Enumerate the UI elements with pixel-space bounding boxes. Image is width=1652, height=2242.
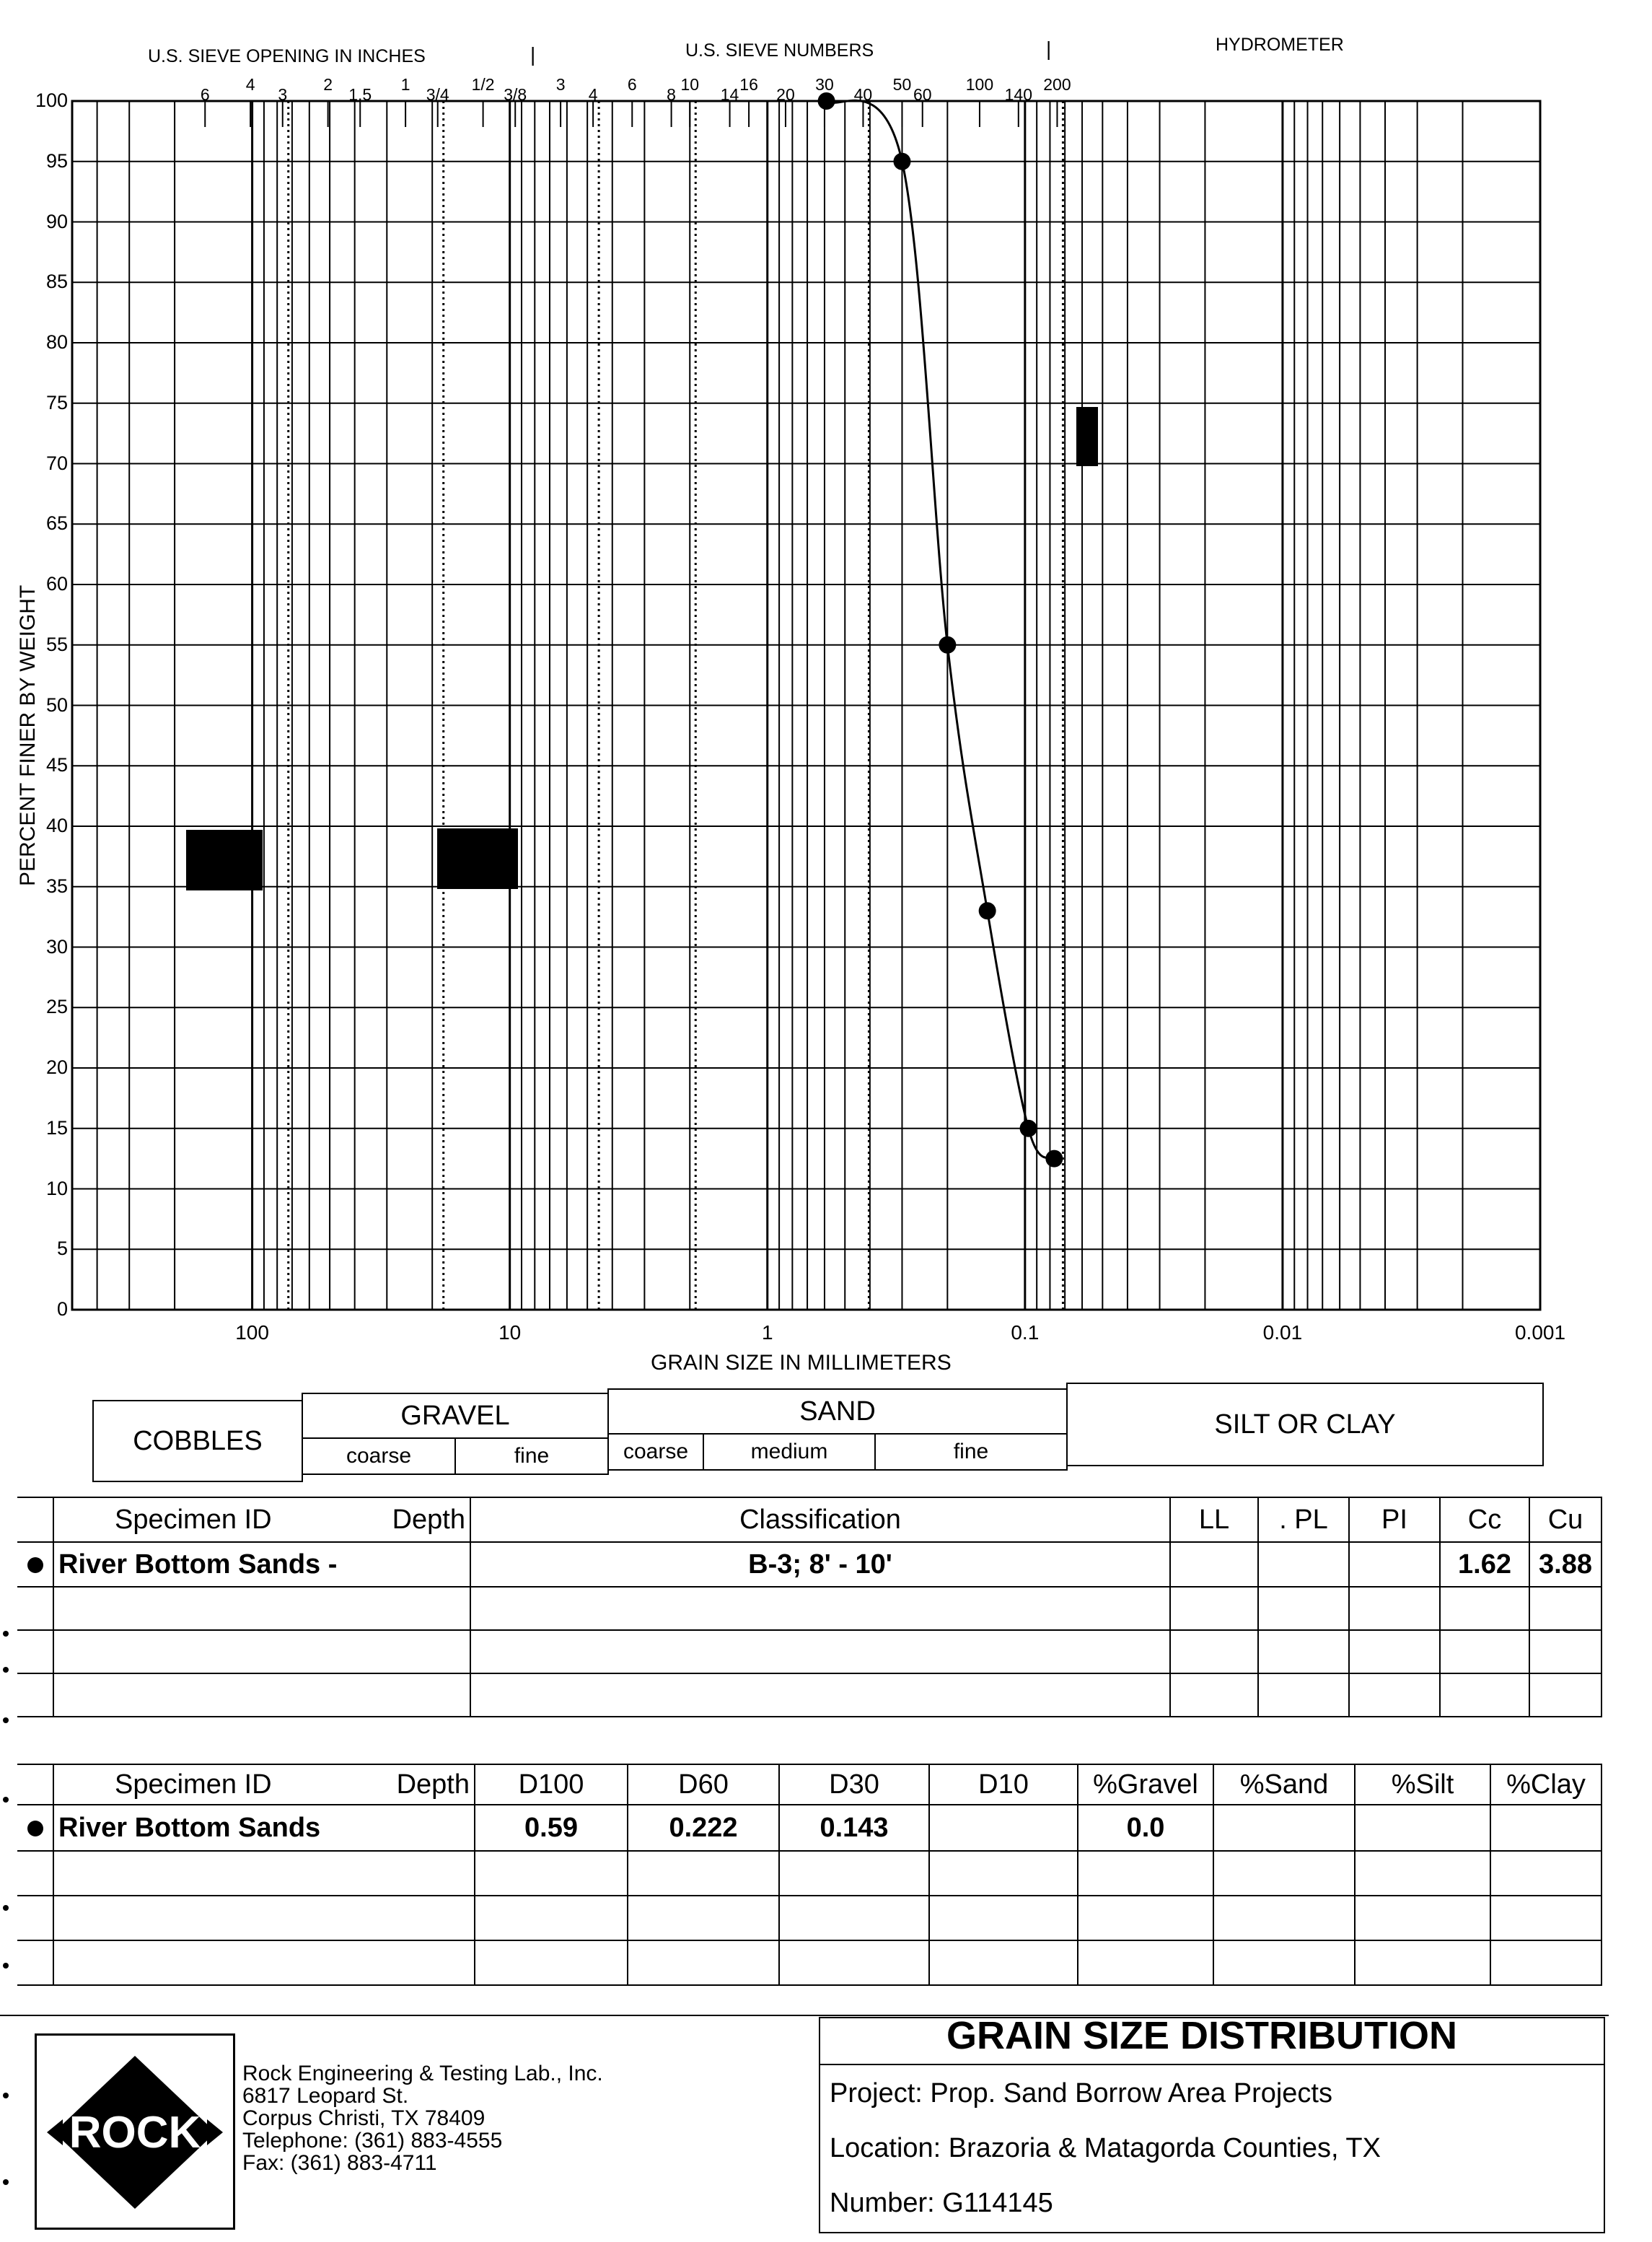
- band-cobbles: COBBLES: [92, 1400, 303, 1482]
- redaction-block: [186, 830, 263, 890]
- t2-header-specimen: Specimen ID Depth: [53, 1764, 475, 1805]
- x-tick-label: 10: [498, 1321, 522, 1344]
- t2-header-gravel: %Gravel: [1078, 1764, 1213, 1805]
- x-tick-label: 0.01: [1262, 1321, 1303, 1344]
- data-point: [1045, 1150, 1063, 1168]
- x-axis-label: GRAIN SIZE IN MILLIMETERS: [651, 1351, 952, 1375]
- gradation-table: [17, 1764, 1602, 1986]
- sieve-label: 100: [965, 75, 994, 94]
- location-line: Location: Brazoria & Matagorda Counties, TX: [830, 2133, 1381, 2163]
- y-tick-label: 15: [45, 1116, 68, 1139]
- sieve-label: 4: [245, 75, 255, 94]
- y-tick-label: 25: [45, 996, 68, 1018]
- sieve-label: 1.5: [348, 85, 372, 104]
- y-tick-label: 40: [45, 815, 68, 836]
- scan-speck: [3, 2179, 9, 2185]
- header-divider: |: [530, 43, 536, 66]
- circle-marker-icon: [27, 1821, 43, 1836]
- sieve-label: 3/4: [426, 85, 449, 104]
- data-point: [1020, 1120, 1037, 1137]
- report-title: GRAIN SIZE DISTRIBUTION: [946, 2014, 1458, 2057]
- t1-header-cc: Cc: [1440, 1497, 1529, 1542]
- band-sand: SAND: [607, 1388, 1068, 1435]
- sieve-opening-header: U.S. SIEVE OPENING IN INCHES: [148, 46, 426, 66]
- sieve-label: 6: [627, 75, 637, 94]
- y-tick-label: 0: [56, 1298, 68, 1320]
- t2-d60: 0.222: [628, 1805, 779, 1851]
- t2-header-d30: D30: [779, 1764, 929, 1805]
- t2-header-d10: D10: [929, 1764, 1078, 1805]
- sieve-label: 50: [892, 75, 912, 94]
- data-point: [893, 153, 910, 170]
- t2-header-sand: %Sand: [1213, 1764, 1355, 1805]
- y-tick-label: 45: [45, 754, 68, 776]
- scan-speck: [3, 1905, 9, 1911]
- t1-specimen: River Bottom Sands -: [53, 1542, 470, 1587]
- y-tick-label: 85: [45, 271, 68, 293]
- band-gravel-coarse: coarse: [302, 1437, 456, 1475]
- t1-cc: 1.62: [1440, 1542, 1529, 1587]
- sieve-label: 10: [680, 75, 700, 94]
- band-sand-coarse: coarse: [607, 1433, 704, 1471]
- logo-text: ROCK: [69, 2108, 201, 2158]
- classification-table: [17, 1497, 1602, 1717]
- t1-header-pl: . PL: [1258, 1497, 1349, 1542]
- sieve-label: 8: [667, 85, 676, 104]
- sieve-label: 3: [555, 75, 566, 94]
- t1-classification: B-3; 8' - 10': [470, 1542, 1170, 1587]
- sieve-label: 4: [588, 85, 598, 104]
- y-tick-label: 90: [45, 210, 68, 232]
- y-tick-label: 30: [45, 935, 68, 958]
- sieve-label: 20: [776, 85, 795, 104]
- t2-gravel: 0.0: [1078, 1805, 1213, 1851]
- sieve-label: 200: [1043, 75, 1071, 94]
- y-tick-label: 60: [45, 573, 68, 595]
- x-tick-label: 1: [761, 1321, 773, 1344]
- sieve-label: 1/2: [471, 75, 495, 94]
- y-tick-label: 55: [45, 633, 68, 655]
- y-tick-label: 35: [45, 875, 68, 897]
- circle-marker-icon: [27, 1557, 43, 1573]
- company-info: [242, 2062, 603, 2174]
- y-tick-label: 50: [45, 693, 68, 716]
- t1-header-classification: Classification: [470, 1497, 1170, 1542]
- y-tick-label: 75: [45, 391, 68, 413]
- t1-header-ll: LL: [1170, 1497, 1258, 1542]
- x-tick-label: 0.001: [1514, 1321, 1566, 1344]
- sieve-label: 40: [853, 85, 873, 104]
- sieve-label: 60: [913, 85, 932, 104]
- sieve-label: 140: [1004, 85, 1032, 104]
- title-divider: [819, 2064, 1605, 2065]
- sieve-label: 6: [200, 85, 210, 104]
- y-tick-label: 80: [45, 331, 68, 353]
- t2-header-clay: %Clay: [1490, 1764, 1602, 1805]
- y-tick-label: 95: [45, 149, 68, 172]
- t1-header-cu: Cu: [1529, 1497, 1602, 1542]
- sieve-label: 1: [400, 75, 410, 94]
- t2-d30: 0.143: [779, 1805, 929, 1851]
- scan-speck: [3, 1963, 9, 1969]
- sieve-label: 16: [739, 75, 758, 94]
- sieve-label: 3: [278, 85, 288, 104]
- y-tick-label: 70: [45, 452, 68, 474]
- y-tick-label: 100: [35, 89, 68, 111]
- t2-specimen: River Bottom Sands: [53, 1805, 475, 1851]
- company-phone: Telephone: (361) 883-4555: [242, 2129, 503, 2153]
- company-fax: Fax: (361) 883-4711: [242, 2151, 437, 2175]
- band-gravel: GRAVEL: [302, 1393, 609, 1439]
- table-row: [17, 1805, 1602, 1851]
- company-street: 6817 Leopard St.: [242, 2084, 409, 2108]
- sieve-label: 14: [720, 85, 739, 104]
- t2-header-d60: D60: [628, 1764, 779, 1805]
- company-city: Corpus Christi, TX 78409: [242, 2106, 486, 2130]
- redaction-block: [1076, 407, 1098, 466]
- scan-speck: [3, 1797, 9, 1803]
- sieve-label: 3/8: [504, 85, 527, 104]
- t2-d100: 0.59: [475, 1805, 628, 1851]
- band-sand-medium: medium: [703, 1433, 876, 1471]
- company-logo: [35, 2033, 235, 2230]
- x-tick-label: 100: [235, 1321, 269, 1344]
- t1-header-specimen: Specimen ID Depth: [53, 1497, 470, 1542]
- y-tick-label: 5: [56, 1238, 68, 1260]
- scan-speck: [3, 1717, 9, 1723]
- y-axis-label: PERCENT FINER BY WEIGHT: [16, 584, 40, 886]
- hydrometer-header: HYDROMETER: [1216, 35, 1344, 55]
- t1-cu: 3.88: [1529, 1542, 1602, 1587]
- sieve-label: 2: [323, 75, 333, 94]
- scan-speck: [3, 2093, 9, 2098]
- project-line: Project: Prop. Sand Borrow Area Projects: [830, 2078, 1332, 2109]
- sieve-label: 30: [815, 75, 834, 94]
- band-gravel-fine: fine: [454, 1437, 609, 1475]
- company-name: Rock Engineering & Testing Lab., Inc.: [242, 2062, 603, 2085]
- data-point: [979, 902, 996, 919]
- t1-header-pi: PI: [1349, 1497, 1440, 1542]
- t2-header-depth: Depth: [396, 1769, 470, 1800]
- scan-speck: [3, 1667, 9, 1673]
- rock-logo-icon: [37, 2036, 233, 2228]
- t1-header-depth: Depth: [392, 1504, 465, 1535]
- y-tick-label: 65: [45, 512, 68, 535]
- header-divider-2: |: [1046, 38, 1052, 60]
- t2-header-silt: %Silt: [1355, 1764, 1490, 1805]
- data-point: [939, 636, 956, 654]
- scan-speck: [3, 1631, 9, 1637]
- redaction-block: [437, 828, 518, 889]
- data-point: [818, 92, 835, 110]
- y-tick-label: 20: [45, 1056, 68, 1078]
- number-line: Number: G114145: [830, 2188, 1053, 2218]
- band-silt-clay: SILT OR CLAY: [1066, 1383, 1544, 1466]
- table-row: [17, 1542, 1602, 1587]
- t2-header-d100: D100: [475, 1764, 628, 1805]
- series-line: [827, 100, 1055, 1158]
- x-tick-label: 0.1: [1011, 1321, 1040, 1344]
- band-sand-fine: fine: [874, 1433, 1068, 1471]
- y-tick-label: 10: [45, 1177, 68, 1199]
- sieve-numbers-header: U.S. SIEVE NUMBERS: [685, 40, 874, 61]
